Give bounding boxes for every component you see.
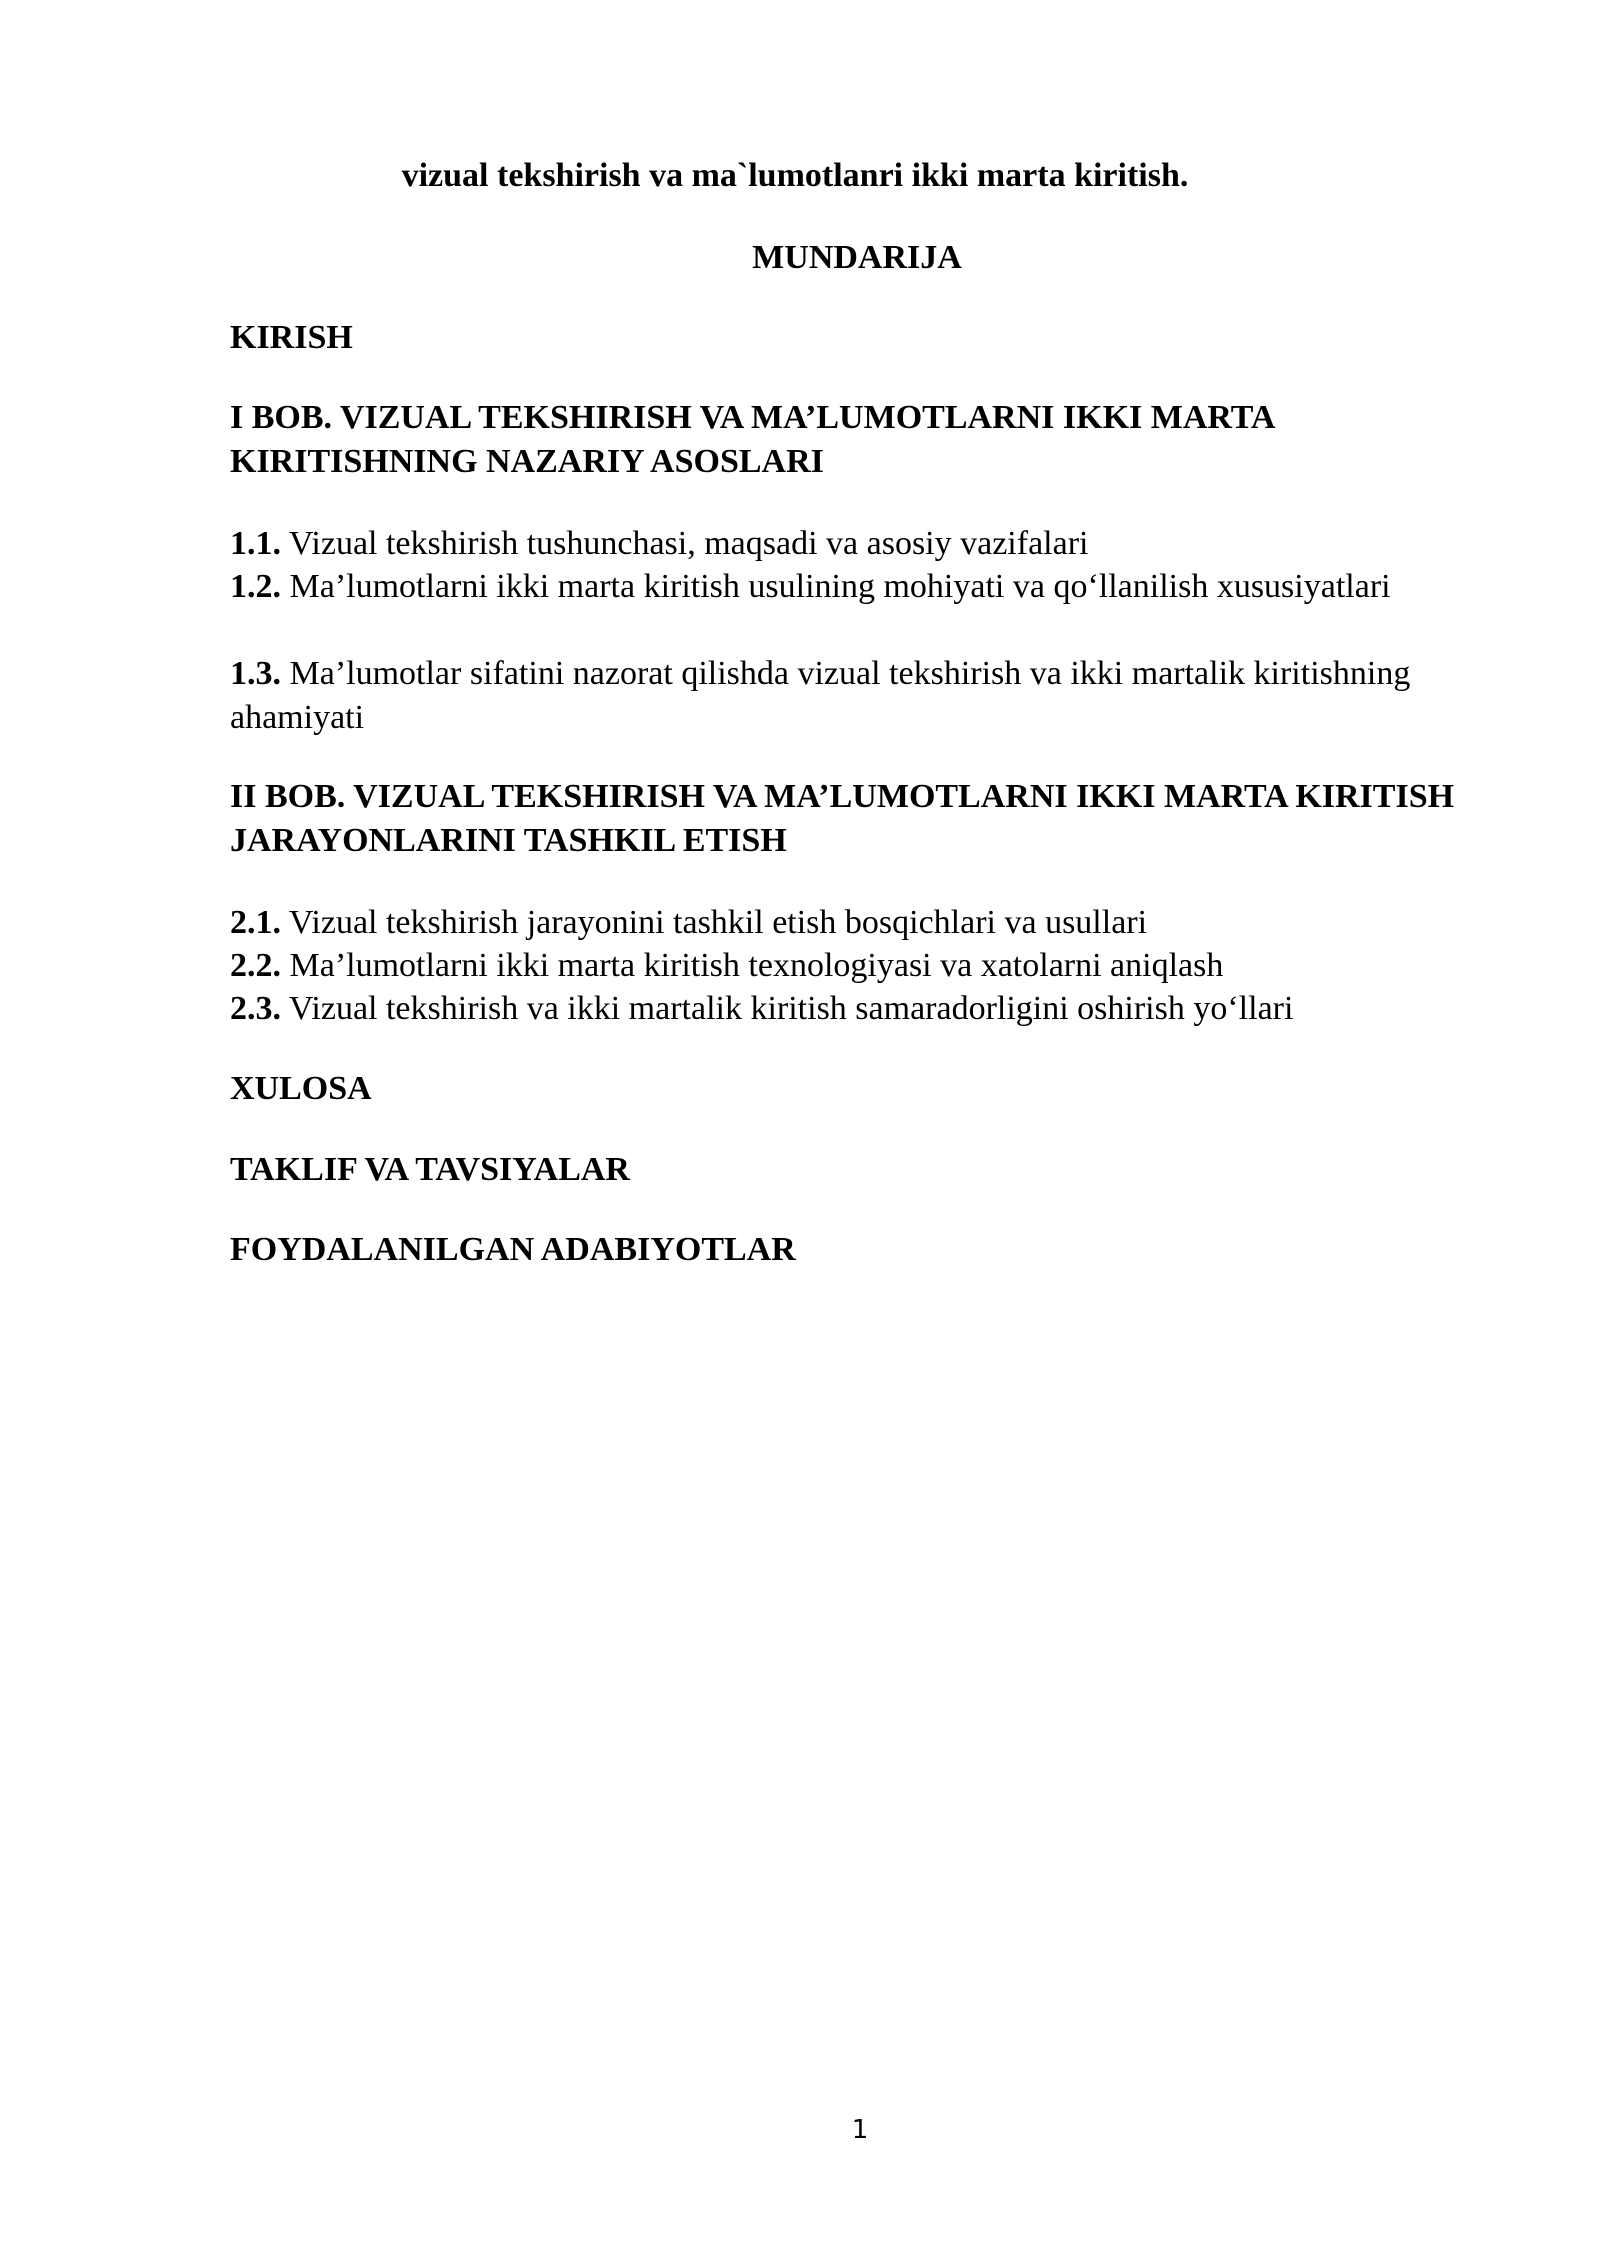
toc-title: MUNDARIJA (752, 239, 962, 276)
page-number: 1 (851, 2115, 869, 2145)
toc-section-2-3 (230, 987, 1470, 1031)
section-title: Ma’lumotlarni ikki marta kiritish texnologiyasi va xatolarni aniqlash (289, 947, 1224, 984)
document-title: vizual tekshirish va ma`lumotlanri ikki marta kiritish. (401, 157, 1189, 194)
section-number: 1.1. (230, 525, 281, 562)
toc-chapter-1-heading: I BOB. VIZUAL TEKSHIRISH VA MA’LUMOTLARNI IKKI MARTA KIRITISHNING NAZARIY ASOSLARI (230, 399, 1274, 480)
toc-conclusion: XULOSA (230, 1070, 372, 1107)
toc-intro: KIRISH (230, 319, 353, 356)
section-number: 2.3. (230, 990, 281, 1027)
section-title: Vizual tekshirish tushunchasi, maqsadi va asosiy vazifalari (288, 525, 1089, 562)
toc-chapter-2-heading: II BOB. VIZUAL TEKSHIRISH VA MA’LUMOTLARNI IKKI MARTA KIRITISH JARAYONLARINI TASHKIL ETISH (230, 778, 1455, 859)
toc-section-2-2 (230, 944, 1470, 988)
toc-section-2-1 (230, 901, 1470, 945)
section-title: Ma’lumotlarni ikki marta kiritish usulining mohiyati va qo‘llanilish xususiyatlari (289, 568, 1391, 605)
section-title: Vizual tekshirish va ikki martalik kiritish samaradorligini oshirish yo‘llari (288, 990, 1294, 1027)
section-title: Ma’lumotlar sifatini nazorat qilishda vizual tekshirish va ikki martalik kiritishning ahamiyati (230, 655, 1411, 736)
section-number: 1.3. (230, 655, 281, 692)
toc-section-1-3 (230, 652, 1470, 740)
toc-section-1-1 (230, 522, 1470, 566)
toc-bibliography: FOYDALANILGAN ADABIYOTLAR (230, 1231, 796, 1268)
section-number: 1.2. (230, 568, 281, 605)
section-title: Vizual tekshirish jarayonini tashkil etish bosqichlari va usullari (288, 904, 1148, 941)
toc-recommendations: TAKLIF VA TAVSIYALAR (230, 1151, 630, 1188)
section-number: 2.1. (230, 904, 281, 941)
section-number: 2.2. (230, 947, 281, 984)
toc-section-1-2 (230, 565, 1470, 609)
